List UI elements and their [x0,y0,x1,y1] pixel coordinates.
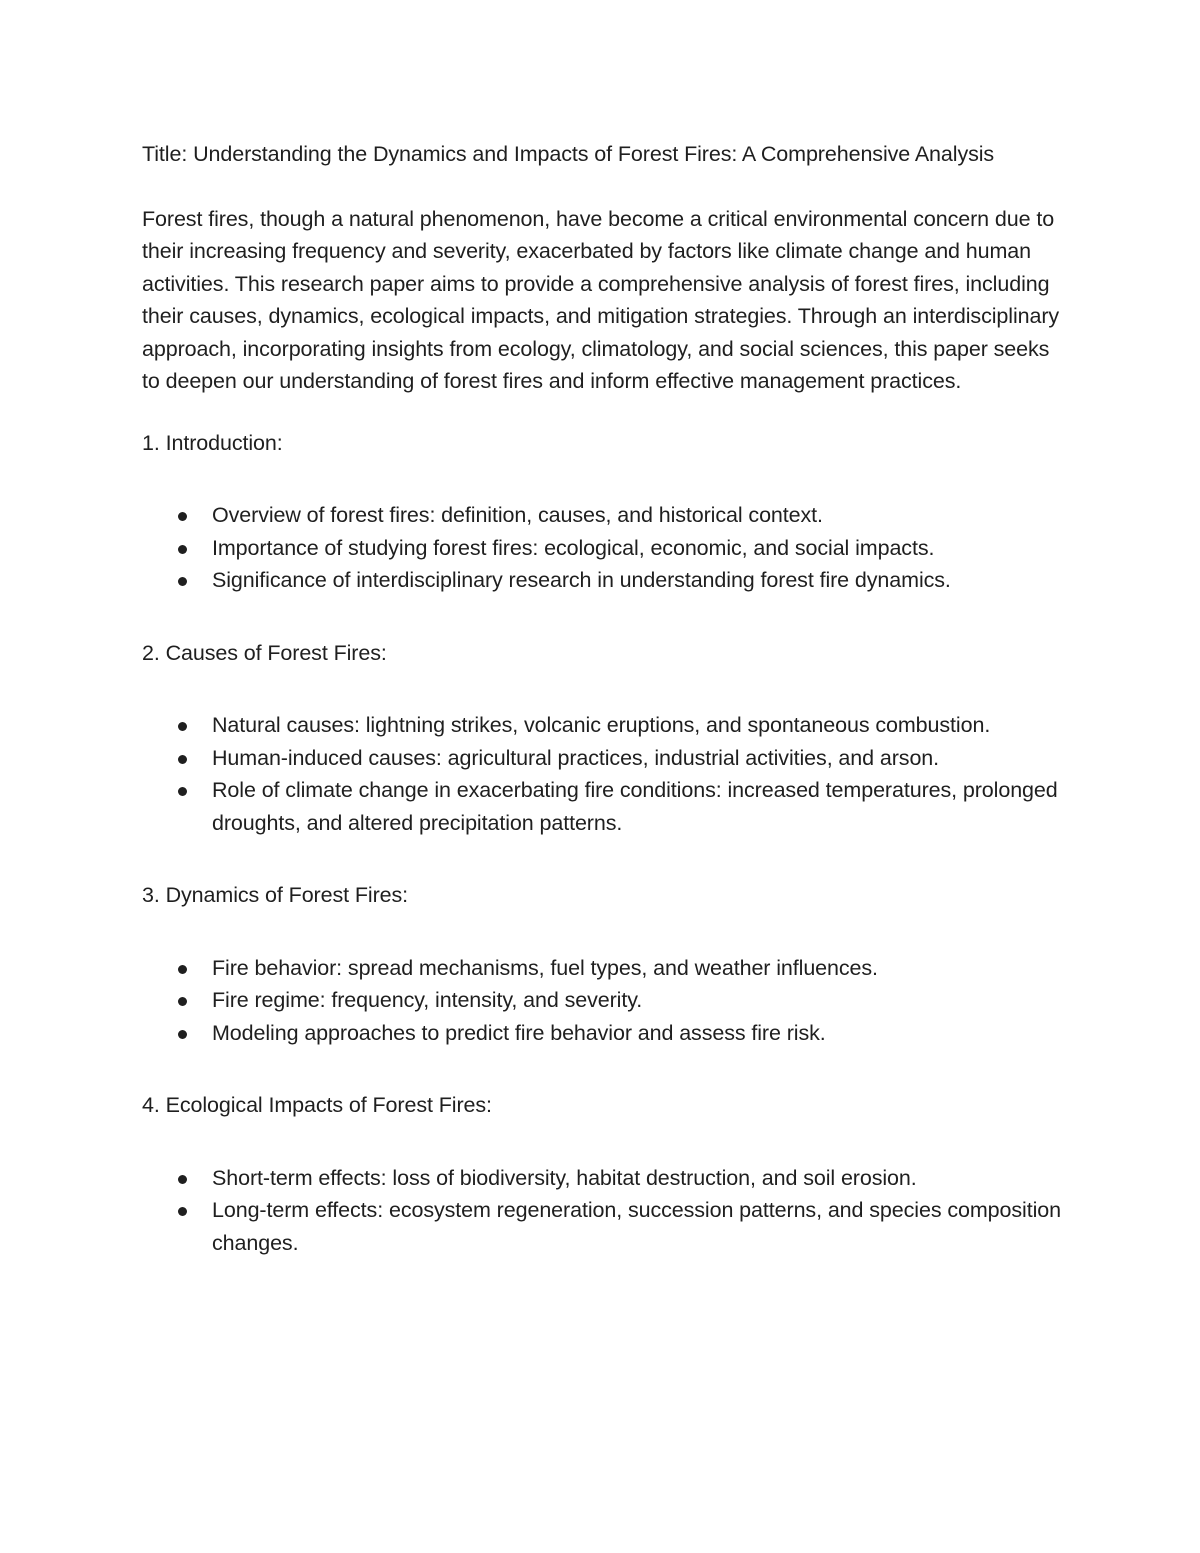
list-item [142,1017,1062,1050]
list-item-text: Long-term effects: ecosystem regeneration, succession patterns, and species composition changes. [212,1198,1061,1255]
bullet-icon [178,545,187,554]
list-item-text: Importance of studying forest fires: ecological, economic, and social impacts. [212,535,935,560]
bullet-icon [178,965,187,974]
bullet-icon [178,577,187,586]
document-body [142,138,1062,1259]
bullet-icon [178,787,187,796]
bullet-icon [178,755,187,764]
section-spacer [142,839,1062,879]
list-item [142,952,1062,985]
abstract-paragraph: Forest fires, though a natural phenomenon, have become a critical environmental concern due to their increasing frequency and severity, exacerbated by factors like climate change and human activities. This research paper aims to provide a comprehensive analysis of forest fires, including their causes, dynamics, ecological impacts, and mitigation strategies. Through an interdisciplinary approach, incorporating insights from ecology, climatology, and social sciences, this paper seeks to deepen our understanding of forest fires and inform effective management practices. [142,206,1060,393]
list-item-text: Modeling approaches to predict fire behavior and assess fire risk. [212,1020,826,1045]
list-item-text: Significance of interdisciplinary research in understanding forest fire dynamics. [212,568,951,592]
bullet-icon [178,1207,187,1216]
list-item [142,774,1062,839]
bullet-icon [178,722,187,731]
list-item-text: Natural causes: lightning strikes, volcanic eruptions, and spontaneous combustion. [212,713,991,737]
list-item [142,499,1062,532]
list-item-text: Short-term effects: loss of biodiversity, habitat destruction, and soil erosion. [212,1165,917,1190]
list-item [142,984,1062,1017]
bullet-list-dynamics [142,952,1062,1050]
list-item-text: Fire behavior: spread mechanisms, fuel types, and weather influences. [212,955,878,980]
list-item [142,532,1062,565]
list-item-text: Role of climate change in exacerbating fire conditions: increased temperatures, prolonged droughts, and altered precipitation patterns. [212,778,1058,835]
section-heading-causes: 2. Causes of Forest Fires: [142,640,387,665]
list-item [142,1194,1062,1259]
section-spacer [142,597,1062,637]
bullet-list-causes [142,709,1062,839]
bullet-icon [178,997,187,1006]
section-heading-dynamics: 3. Dynamics of Forest Fires: [142,883,409,907]
list-item-text: Human-induced causes: agricultural practices, industrial activities, and arson. [212,745,940,770]
list-item [142,742,1062,775]
section-heading-ecological-impacts: 4. Ecological Impacts of Forest Fires: [142,1093,492,1117]
bullet-icon [178,1030,187,1039]
section-heading-introduction: 1. Introduction: [142,430,283,455]
document-title: Title: Understanding the Dynamics and Impacts of Forest Fires: A Comprehensive Analysis [142,142,995,166]
list-item [142,709,1062,742]
list-item-text: Overview of forest fires: definition, causes, and historical context. [212,503,823,527]
bullet-list-introduction [142,499,1062,597]
list-item [142,1162,1062,1195]
list-item [142,564,1062,597]
bullet-list-ecological-impacts [142,1162,1062,1260]
bullet-icon [178,1175,187,1184]
section-spacer [142,1049,1062,1089]
list-item-text: Fire regime: frequency, intensity, and severity. [212,988,643,1012]
bullet-icon [178,512,187,521]
